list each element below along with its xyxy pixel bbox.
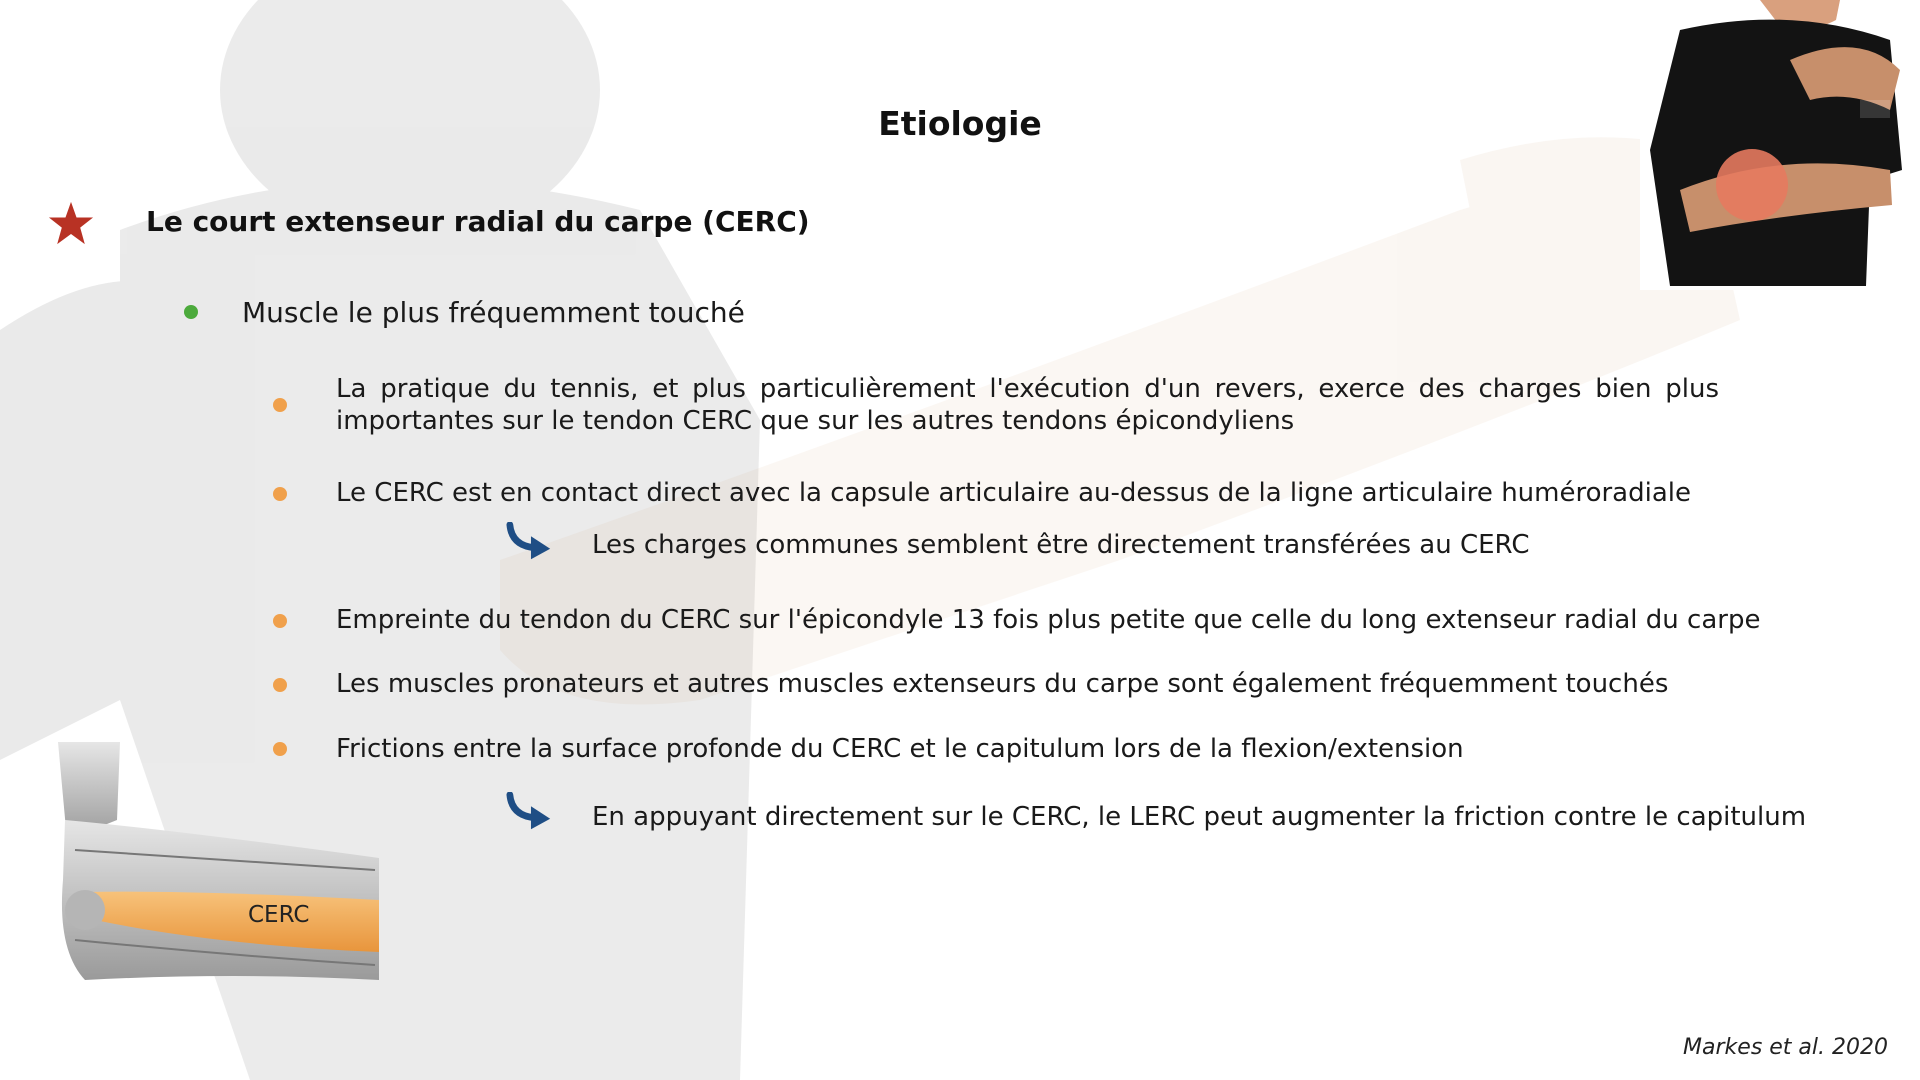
citation: Markes et al. 2020	[1683, 1035, 1888, 1060]
bullet-item: Empreinte du tendon du CERC sur l'épicondyle 13 fois plus petite que celle du long extenseur radial du carpe	[336, 605, 1761, 635]
sub-bullet-item: En appuyant directement sur le CERC, le LERC peut augmenter la friction contre le capitulum	[592, 802, 1807, 832]
bullet-item: Le CERC est en contact direct avec la capsule articulaire au-dessus de la ligne articulaire huméroradiale	[336, 478, 1691, 508]
elbow-pain-photo	[1640, 0, 1920, 290]
sub-bullet-item: Les charges communes semblent être directement transférées au CERC	[592, 530, 1530, 560]
muscle-label: CERC	[248, 902, 310, 928]
curved-arrow-icon	[506, 792, 554, 832]
bullet-item: Frictions entre la surface profonde du CERC et le capitulum lors de la flexion/extension	[336, 734, 1464, 764]
dot-icon	[273, 678, 287, 692]
forearm-muscle-illustration	[55, 740, 385, 985]
level1-item: Muscle le plus fréquemment touché	[242, 296, 745, 329]
dot-icon	[273, 487, 287, 501]
slide-title: Etiologie	[878, 104, 1042, 143]
bullet-item: La pratique du tennis, et plus particulièrement l'exécution d'un revers, exerce des charges bien plus importantes sur le tendon CERC que sur les autres tendons épicondyliens	[336, 374, 1719, 436]
section-heading: Le court extenseur radial du carpe (CERC)	[146, 205, 810, 238]
dot-icon	[184, 305, 198, 319]
dot-icon	[273, 398, 287, 412]
bullet-item: Les muscles pronateurs et autres muscles extenseurs du carpe sont également fréquemment touchés	[336, 669, 1669, 699]
dot-icon	[273, 614, 287, 628]
curved-arrow-icon	[506, 522, 554, 562]
star-icon	[48, 200, 94, 246]
